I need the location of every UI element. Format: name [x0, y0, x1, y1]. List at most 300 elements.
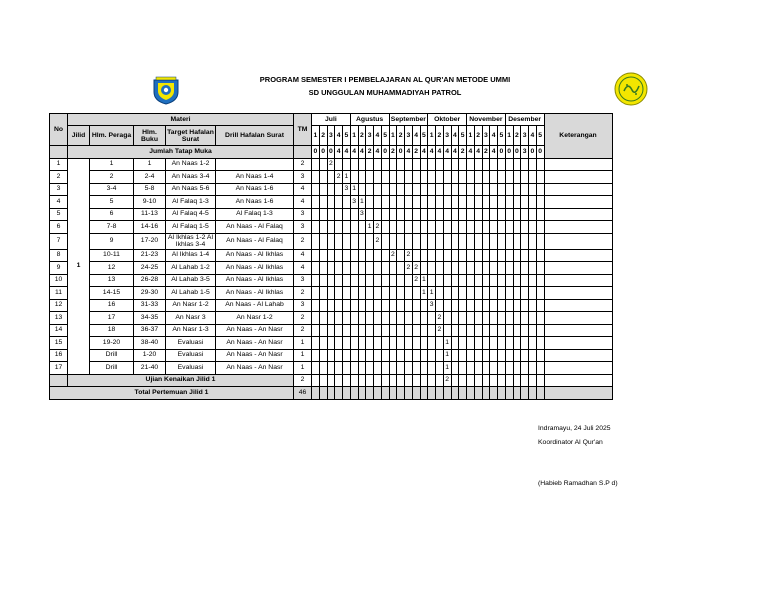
row-week-cell — [490, 233, 498, 249]
row-hlm-buku: 36-37 — [134, 324, 166, 337]
row-week-cell — [381, 349, 389, 362]
row-week-cell — [521, 362, 529, 375]
row-week-cell — [381, 233, 389, 249]
row-tm: 2 — [294, 158, 312, 171]
header-week: 5 — [381, 126, 389, 146]
row-week-cell — [350, 233, 358, 249]
row-week-cell — [420, 196, 428, 209]
row-week-cell — [536, 183, 544, 196]
table-row — [50, 183, 613, 196]
row-week-cell — [350, 349, 358, 362]
row-week-cell — [443, 274, 451, 287]
row-week-cell — [513, 249, 521, 262]
row-week-cell — [335, 274, 343, 287]
row-week-cell — [490, 262, 498, 275]
table-row — [50, 262, 613, 275]
row-week-cell — [405, 233, 413, 249]
row-week-cell — [319, 324, 327, 337]
row-week-cell — [536, 249, 544, 262]
row-week-cell: 2 — [389, 249, 397, 262]
row-week-cell — [505, 287, 513, 300]
row-week-cell — [420, 337, 428, 350]
row-week-cell — [482, 362, 490, 375]
row-week-cell — [459, 208, 467, 221]
row-hlm-buku: 21-23 — [134, 249, 166, 262]
row-hlm-peraga: Drill — [90, 362, 134, 375]
row-week-cell — [420, 233, 428, 249]
header-week: 5 — [498, 126, 506, 146]
row-week-cell — [366, 287, 374, 300]
row-week-cell — [498, 262, 506, 275]
row-week-cell — [443, 221, 451, 234]
row-week-cell — [381, 171, 389, 184]
row-week-cell — [443, 312, 451, 325]
row-week-cell — [405, 337, 413, 350]
row-week-cell — [436, 287, 444, 300]
total-week-cell — [529, 387, 537, 400]
row-week-cell — [381, 208, 389, 221]
row-week-cell — [381, 362, 389, 375]
row-week-cell — [459, 299, 467, 312]
jilid-value: 1 — [68, 158, 90, 374]
row-keterangan — [544, 208, 612, 221]
row-week-cell — [350, 262, 358, 275]
row-week-cell — [467, 221, 475, 234]
row-week-cell — [428, 208, 436, 221]
row-week-cell — [513, 221, 521, 234]
row-week-cell: 1 — [366, 221, 374, 234]
row-drill-hafalan: An Naas - An Nasr — [216, 337, 294, 350]
row-week-cell — [366, 262, 374, 275]
row-week-cell — [505, 208, 513, 221]
row-week-cell — [498, 183, 506, 196]
row-week-cell — [467, 274, 475, 287]
header-materi: Materi — [68, 114, 294, 126]
row-week-cell — [490, 274, 498, 287]
row-keterangan — [544, 196, 612, 209]
ujian-kenaikan-label: Ujian Kenaikan Jilid 1 — [68, 374, 294, 387]
row-week-cell — [412, 171, 420, 184]
row-week-cell — [420, 324, 428, 337]
header-week: 1 — [389, 126, 397, 146]
row-week-cell — [443, 183, 451, 196]
row-drill-hafalan: An Naas - Al Ikhlas — [216, 274, 294, 287]
row-week-cell — [505, 362, 513, 375]
row-week-cell — [513, 208, 521, 221]
row-drill-hafalan: An Naas - An Nasr — [216, 324, 294, 337]
row-week-cell — [482, 287, 490, 300]
header-week: 4 — [490, 126, 498, 146]
row-week-cell: 2 — [436, 312, 444, 325]
row-week-cell — [319, 183, 327, 196]
signature-place-date: Indramayu, 24 Juli 2025 — [538, 425, 611, 432]
jumlah-week-value: 4 — [490, 146, 498, 159]
row-week-cell — [498, 337, 506, 350]
row-drill-hafalan: An Naas 1-6 — [216, 183, 294, 196]
row-week-cell — [459, 362, 467, 375]
row-tm: 1 — [294, 349, 312, 362]
row-week-cell — [420, 262, 428, 275]
ujian-week-cell — [366, 374, 374, 387]
row-target-hafalan: An Nasr 3 — [166, 312, 216, 325]
total-week-cell — [312, 387, 320, 400]
row-week-cell — [319, 233, 327, 249]
row-week-cell — [482, 196, 490, 209]
row-week-cell — [521, 324, 529, 337]
row-week-cell — [459, 233, 467, 249]
row-no: 7 — [50, 233, 68, 249]
row-week-cell — [420, 312, 428, 325]
jumlah-week-value: 2 — [389, 146, 397, 159]
row-week-cell — [412, 349, 420, 362]
row-week-cell — [358, 324, 366, 337]
row-week-cell — [374, 324, 382, 337]
row-no: 5 — [50, 208, 68, 221]
row-target-hafalan: Al Lahab 1-5 — [166, 287, 216, 300]
row-week-cell — [350, 274, 358, 287]
row-week-cell — [319, 208, 327, 221]
row-week-cell — [389, 158, 397, 171]
jumlah-week-value: 4 — [374, 146, 382, 159]
row-week-cell — [327, 183, 335, 196]
row-week-cell — [451, 287, 459, 300]
row-week-cell — [474, 208, 482, 221]
row-drill-hafalan: An Naas - Al Ikhlas — [216, 262, 294, 275]
row-week-cell — [405, 158, 413, 171]
header-month: Agustus — [350, 114, 389, 126]
row-hlm-buku: 29-30 — [134, 287, 166, 300]
row-week-cell — [389, 324, 397, 337]
row-week-cell — [335, 196, 343, 209]
header-target-hafalan: Target Hafalan Surat — [166, 126, 216, 146]
row-hlm-peraga: 2 — [90, 171, 134, 184]
row-week-cell — [312, 312, 320, 325]
table-row — [50, 274, 613, 287]
total-week-cell — [482, 387, 490, 400]
row-week-cell — [536, 299, 544, 312]
row-week-cell — [505, 262, 513, 275]
header-week: 3 — [405, 126, 413, 146]
row-week-cell — [521, 287, 529, 300]
header-week: 1 — [467, 126, 475, 146]
row-week-cell: 1 — [443, 337, 451, 350]
row-week-cell — [335, 158, 343, 171]
row-week-cell — [397, 312, 405, 325]
total-week-cell — [374, 387, 382, 400]
row-week-cell — [335, 312, 343, 325]
row-week-cell — [428, 158, 436, 171]
row-tm: 4 — [294, 196, 312, 209]
row-no: 3 — [50, 183, 68, 196]
row-week-cell — [513, 312, 521, 325]
row-week-cell — [482, 324, 490, 337]
row-week-cell — [350, 208, 358, 221]
row-week-cell: 2 — [405, 249, 413, 262]
row-week-cell — [343, 221, 351, 234]
row-week-cell — [505, 324, 513, 337]
row-hlm-peraga: 16 — [90, 299, 134, 312]
row-week-cell — [498, 233, 506, 249]
row-week-cell — [397, 233, 405, 249]
ujian-week-cell — [459, 374, 467, 387]
jumlah-week-value: 4 — [443, 146, 451, 159]
header-week: 2 — [319, 126, 327, 146]
row-tm: 3 — [294, 171, 312, 184]
row-week-cell — [529, 208, 537, 221]
row-keterangan — [544, 362, 612, 375]
row-week-cell — [436, 262, 444, 275]
row-week-cell — [521, 196, 529, 209]
row-week-cell — [389, 299, 397, 312]
ujian-week-cell — [335, 374, 343, 387]
header-week: 5 — [343, 126, 351, 146]
row-keterangan — [544, 324, 612, 337]
row-week-cell: 2 — [374, 221, 382, 234]
row-week-cell — [505, 312, 513, 325]
row-week-cell — [459, 287, 467, 300]
row-week-cell — [482, 312, 490, 325]
total-week-cell — [381, 387, 389, 400]
jumlah-week-value: 4 — [350, 146, 358, 159]
row-week-cell — [366, 171, 374, 184]
row-week-cell — [467, 349, 475, 362]
row-no: 6 — [50, 221, 68, 234]
row-target-hafalan: Al Falaq 4-5 — [166, 208, 216, 221]
row-week-cell — [358, 249, 366, 262]
row-week-cell — [498, 171, 506, 184]
total-week-cell — [467, 387, 475, 400]
row-week-cell — [397, 324, 405, 337]
row-week-cell: 1 — [443, 349, 451, 362]
jumlah-week-value: 4 — [436, 146, 444, 159]
row-week-cell — [343, 362, 351, 375]
ujian-week-cell — [436, 374, 444, 387]
row-week-cell — [358, 362, 366, 375]
row-keterangan — [544, 249, 612, 262]
row-week-cell — [451, 208, 459, 221]
row-week-cell — [327, 312, 335, 325]
row-hlm-buku: 1 — [134, 158, 166, 171]
row-week-cell — [350, 171, 358, 184]
row-week-cell — [319, 158, 327, 171]
row-week-cell — [467, 312, 475, 325]
row-week-cell — [420, 221, 428, 234]
row-week-cell: 3 — [343, 183, 351, 196]
table-row — [50, 158, 613, 171]
header-week: 2 — [358, 126, 366, 146]
row-week-cell — [327, 233, 335, 249]
row-week-cell — [374, 299, 382, 312]
row-week-cell — [513, 171, 521, 184]
row-week-cell — [513, 349, 521, 362]
row-week-cell — [451, 183, 459, 196]
row-week-cell — [451, 349, 459, 362]
row-week-cell — [505, 171, 513, 184]
row-week-cell — [374, 349, 382, 362]
row-drill-hafalan: An Naas - Al Lahab — [216, 299, 294, 312]
ujian-week-cell — [451, 374, 459, 387]
jumlah-week-value: 0 — [529, 146, 537, 159]
row-week-cell — [451, 274, 459, 287]
row-week-cell — [490, 287, 498, 300]
row-week-cell — [529, 158, 537, 171]
row-week-cell: 1 — [350, 183, 358, 196]
row-week-cell — [319, 262, 327, 275]
row-week-cell — [343, 274, 351, 287]
row-week-cell — [521, 312, 529, 325]
row-no: 13 — [50, 312, 68, 325]
row-week-cell — [443, 196, 451, 209]
row-week-cell — [498, 221, 506, 234]
ujian-week-cell — [319, 374, 327, 387]
row-week-cell — [521, 158, 529, 171]
row-week-cell — [366, 183, 374, 196]
row-week-cell — [405, 287, 413, 300]
row-week-cell — [536, 233, 544, 249]
row-no: 4 — [50, 196, 68, 209]
school-emblem-icon — [150, 74, 182, 106]
row-week-cell — [490, 196, 498, 209]
row-week-cell — [350, 249, 358, 262]
row-tm: 1 — [294, 337, 312, 350]
row-hlm-peraga: 17 — [90, 312, 134, 325]
row-keterangan — [544, 337, 612, 350]
row-week-cell — [397, 299, 405, 312]
row-no: 17 — [50, 362, 68, 375]
row-week-cell — [474, 171, 482, 184]
row-week-cell: 1 — [428, 287, 436, 300]
row-week-cell — [335, 324, 343, 337]
row-hlm-peraga: 12 — [90, 262, 134, 275]
row-week-cell — [474, 337, 482, 350]
row-week-cell — [327, 362, 335, 375]
row-week-cell — [467, 299, 475, 312]
total-week-cell — [343, 387, 351, 400]
row-week-cell: 2 — [436, 324, 444, 337]
row-week-cell — [490, 221, 498, 234]
header-week: 4 — [335, 126, 343, 146]
row-week-cell — [327, 324, 335, 337]
row-week-cell — [482, 349, 490, 362]
table-row — [50, 171, 613, 184]
row-week-cell — [505, 158, 513, 171]
row-week-cell — [358, 158, 366, 171]
row-hlm-peraga: 7-8 — [90, 221, 134, 234]
row-week-cell — [366, 299, 374, 312]
row-hlm-peraga: 18 — [90, 324, 134, 337]
ujian-week-cell — [358, 374, 366, 387]
table-row — [50, 349, 613, 362]
row-hlm-buku: 17-20 — [134, 233, 166, 249]
row-week-cell — [319, 312, 327, 325]
row-week-cell — [536, 196, 544, 209]
header-week: 1 — [428, 126, 436, 146]
ujian-week-cell: 2 — [443, 374, 451, 387]
row-week-cell: 1 — [420, 287, 428, 300]
row-week-cell — [319, 274, 327, 287]
header-hlm-buku: Hlm. Buku — [134, 126, 166, 146]
row-week-cell — [343, 349, 351, 362]
row-week-cell — [490, 171, 498, 184]
row-week-cell — [474, 324, 482, 337]
total-week-cell — [350, 387, 358, 400]
row-week-cell — [521, 337, 529, 350]
row-drill-hafalan: Al Falaq 1-3 — [216, 208, 294, 221]
row-hlm-buku: 34-35 — [134, 312, 166, 325]
row-hlm-buku: 24-25 — [134, 262, 166, 275]
row-target-hafalan: Al Ikhlas 1-2 Al Ikhlas 3-4 — [166, 233, 216, 249]
row-week-cell — [405, 324, 413, 337]
row-keterangan — [544, 158, 612, 171]
header-week: 5 — [420, 126, 428, 146]
row-week-cell — [474, 183, 482, 196]
row-week-cell — [451, 337, 459, 350]
row-week-cell — [498, 158, 506, 171]
row-week-cell — [467, 158, 475, 171]
row-week-cell — [319, 349, 327, 362]
row-week-cell — [412, 208, 420, 221]
row-week-cell — [428, 249, 436, 262]
row-week-cell — [521, 299, 529, 312]
row-week-cell — [397, 262, 405, 275]
row-week-cell — [521, 274, 529, 287]
row-week-cell — [451, 249, 459, 262]
row-week-cell — [451, 196, 459, 209]
header-week: 1 — [350, 126, 358, 146]
row-target-hafalan: An Naas 3-4 — [166, 171, 216, 184]
ujian-week-cell — [467, 374, 475, 387]
row-week-cell — [350, 337, 358, 350]
header-week: 3 — [366, 126, 374, 146]
row-week-cell — [381, 299, 389, 312]
row-week-cell — [536, 274, 544, 287]
total-week-cell — [536, 387, 544, 400]
row-week-cell — [420, 208, 428, 221]
row-drill-hafalan: An Naas - Al Falaq — [216, 233, 294, 249]
row-week-cell — [381, 183, 389, 196]
row-week-cell — [459, 171, 467, 184]
row-week-cell — [366, 362, 374, 375]
jumlah-week-value: 4 — [358, 146, 366, 159]
ujian-week-cell — [350, 374, 358, 387]
row-week-cell — [428, 274, 436, 287]
header-week: 3 — [482, 126, 490, 146]
row-week-cell — [358, 349, 366, 362]
row-week-cell — [459, 337, 467, 350]
ujian-week-cell — [482, 374, 490, 387]
row-week-cell — [405, 171, 413, 184]
row-week-cell — [358, 274, 366, 287]
header-week: 1 — [312, 126, 320, 146]
ujian-week-cell — [397, 374, 405, 387]
row-week-cell — [498, 299, 506, 312]
row-keterangan — [544, 349, 612, 362]
signature-role: Koordinator Al Qur'an — [538, 439, 603, 446]
row-hlm-buku: 2-4 — [134, 171, 166, 184]
row-week-cell — [529, 324, 537, 337]
jumlah-week-value: 4 — [451, 146, 459, 159]
ujian-week-cell — [412, 374, 420, 387]
row-week-cell — [451, 233, 459, 249]
row-week-cell — [343, 287, 351, 300]
row-week-cell — [381, 337, 389, 350]
row-week-cell — [428, 362, 436, 375]
row-week-cell — [405, 312, 413, 325]
ujian-week-cell — [343, 374, 351, 387]
row-week-cell — [374, 208, 382, 221]
row-week-cell — [358, 233, 366, 249]
jumlah-week-value: 0 — [397, 146, 405, 159]
